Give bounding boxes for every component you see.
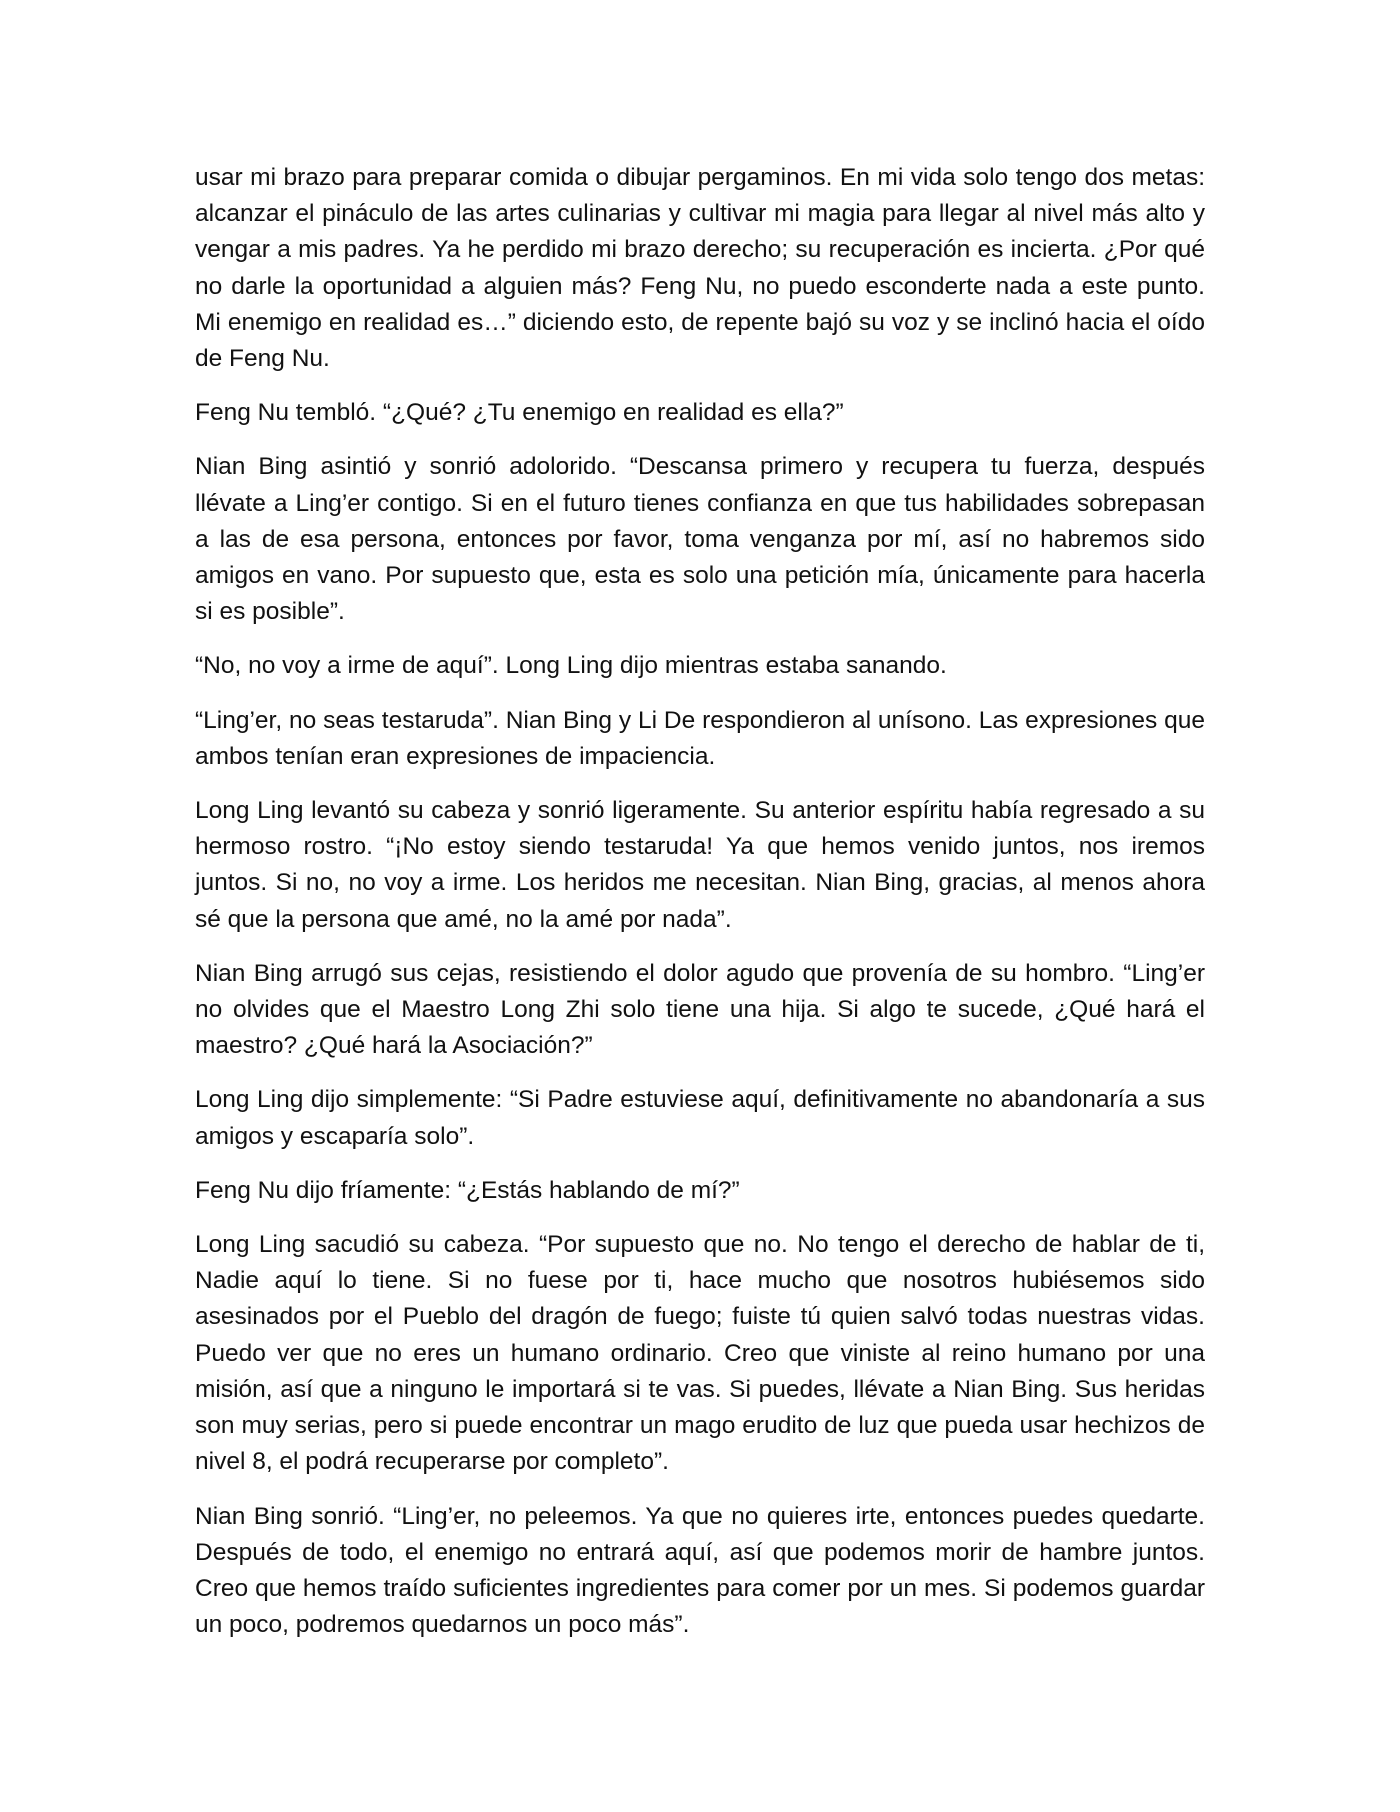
paragraph: Nian Bing arrugó sus cejas, resistiendo el dolor agudo que provenía de su hombro. “Ling’er no olvides que el Maestro Long Zhi solo tiene una hija. Si algo te sucede, ¿Qué hará el maestro? ¿Qué hará la Asociación?”: [195, 959, 1205, 1060]
paragraph: Nian Bing asintió y sonrió adolorido. “Descansa primero y recupera tu fuerza, después llévate a Ling’er contigo. Si en el futuro tienes confianza en que tus habilidades sobrepasan a las de esa persona, entonces por favor, toma venganza por mí, así no habremos sido amigos en vano. Por supuesto que, esta es solo una petición mía, únicamente para hacerla si es posible”.: [195, 453, 1205, 626]
paragraph: Long Ling levantó su cabeza y sonrió ligeramente. Su anterior espíritu había regresado a su hermoso rostro. “¡No estoy siendo testaruda! Ya que hemos venido juntos, nos iremos juntos. Si no, no voy a irme. Los heridos me necesitan. Nian Bing, gracias, al menos ahora sé que la persona que amé, no la amé por nada”.: [195, 797, 1205, 933]
paragraph: “No, no voy a irme de aquí”. Long Ling dijo mientras estaba sanando.: [195, 652, 947, 680]
paragraph: usar mi brazo para preparar comida o dibujar pergaminos. En mi vida solo tengo dos metas: alcanzar el pináculo de las artes culinarias y cultivar mi magia para llegar al nivel más alto y vengar a mis padres. Ya he perdido mi brazo derecho; su recuperación es incierta. ¿Por qué no darle la oportunidad a alguien más? Feng Nu, no puedo esconderte nada a este punto. Mi enemigo en realidad es…” diciendo esto, de repente bajó su voz y se inclinó hacia el oído de Feng Nu.: [195, 164, 1205, 373]
paragraph: “Ling’er, no seas testaruda”. Nian Bing y Li De respondieron al unísono. Las expresiones que ambos tenían eran expresiones de impaciencia.: [195, 706, 1205, 770]
paragraph: Long Ling sacudió su cabeza. “Por supuesto que no. No tengo el derecho de hablar de ti, Nadie aquí lo tiene. Si no fuese por ti, hace mucho que nosotros hubiésemos sido asesinados por el Pueblo del dragón de fuego; fuiste tú quien salvó todas nuestras vidas. Puedo ver que no eres un humano ordinario. Creo que viniste al reino humano por una misión, así que a ninguno le importará si te vas. Si puedes, llévate a Nian Bing. Sus heridas son muy serias, pero si puede encontrar un mago erudito de luz que pueda usar hechizos de nivel 8, el podrá recuperarse por completo”.: [195, 1231, 1205, 1476]
paragraph: Long Ling dijo simplemente: “Si Padre estuviese aquí, definitivamente no abandonaría a sus amigos y escaparía solo”.: [195, 1086, 1205, 1150]
document-body: [195, 160, 1205, 1661]
paragraph: Feng Nu tembló. “¿Qué? ¿Tu enemigo en realidad es ella?”: [195, 399, 844, 427]
paragraph: Feng Nu dijo fríamente: “¿Estás hablando de mí?”: [195, 1176, 740, 1204]
paragraph: Nian Bing sonrió. “Ling’er, no peleemos. Ya que no quieres irte, entonces puedes quedarte. Después de todo, el enemigo no entrará aquí, así que podemos morir de hambre juntos. Creo que hemos traído suficientes ingredientes para comer por un mes. Si podemos guardar un poco, podremos quedarnos un poco más”.: [195, 1502, 1205, 1639]
